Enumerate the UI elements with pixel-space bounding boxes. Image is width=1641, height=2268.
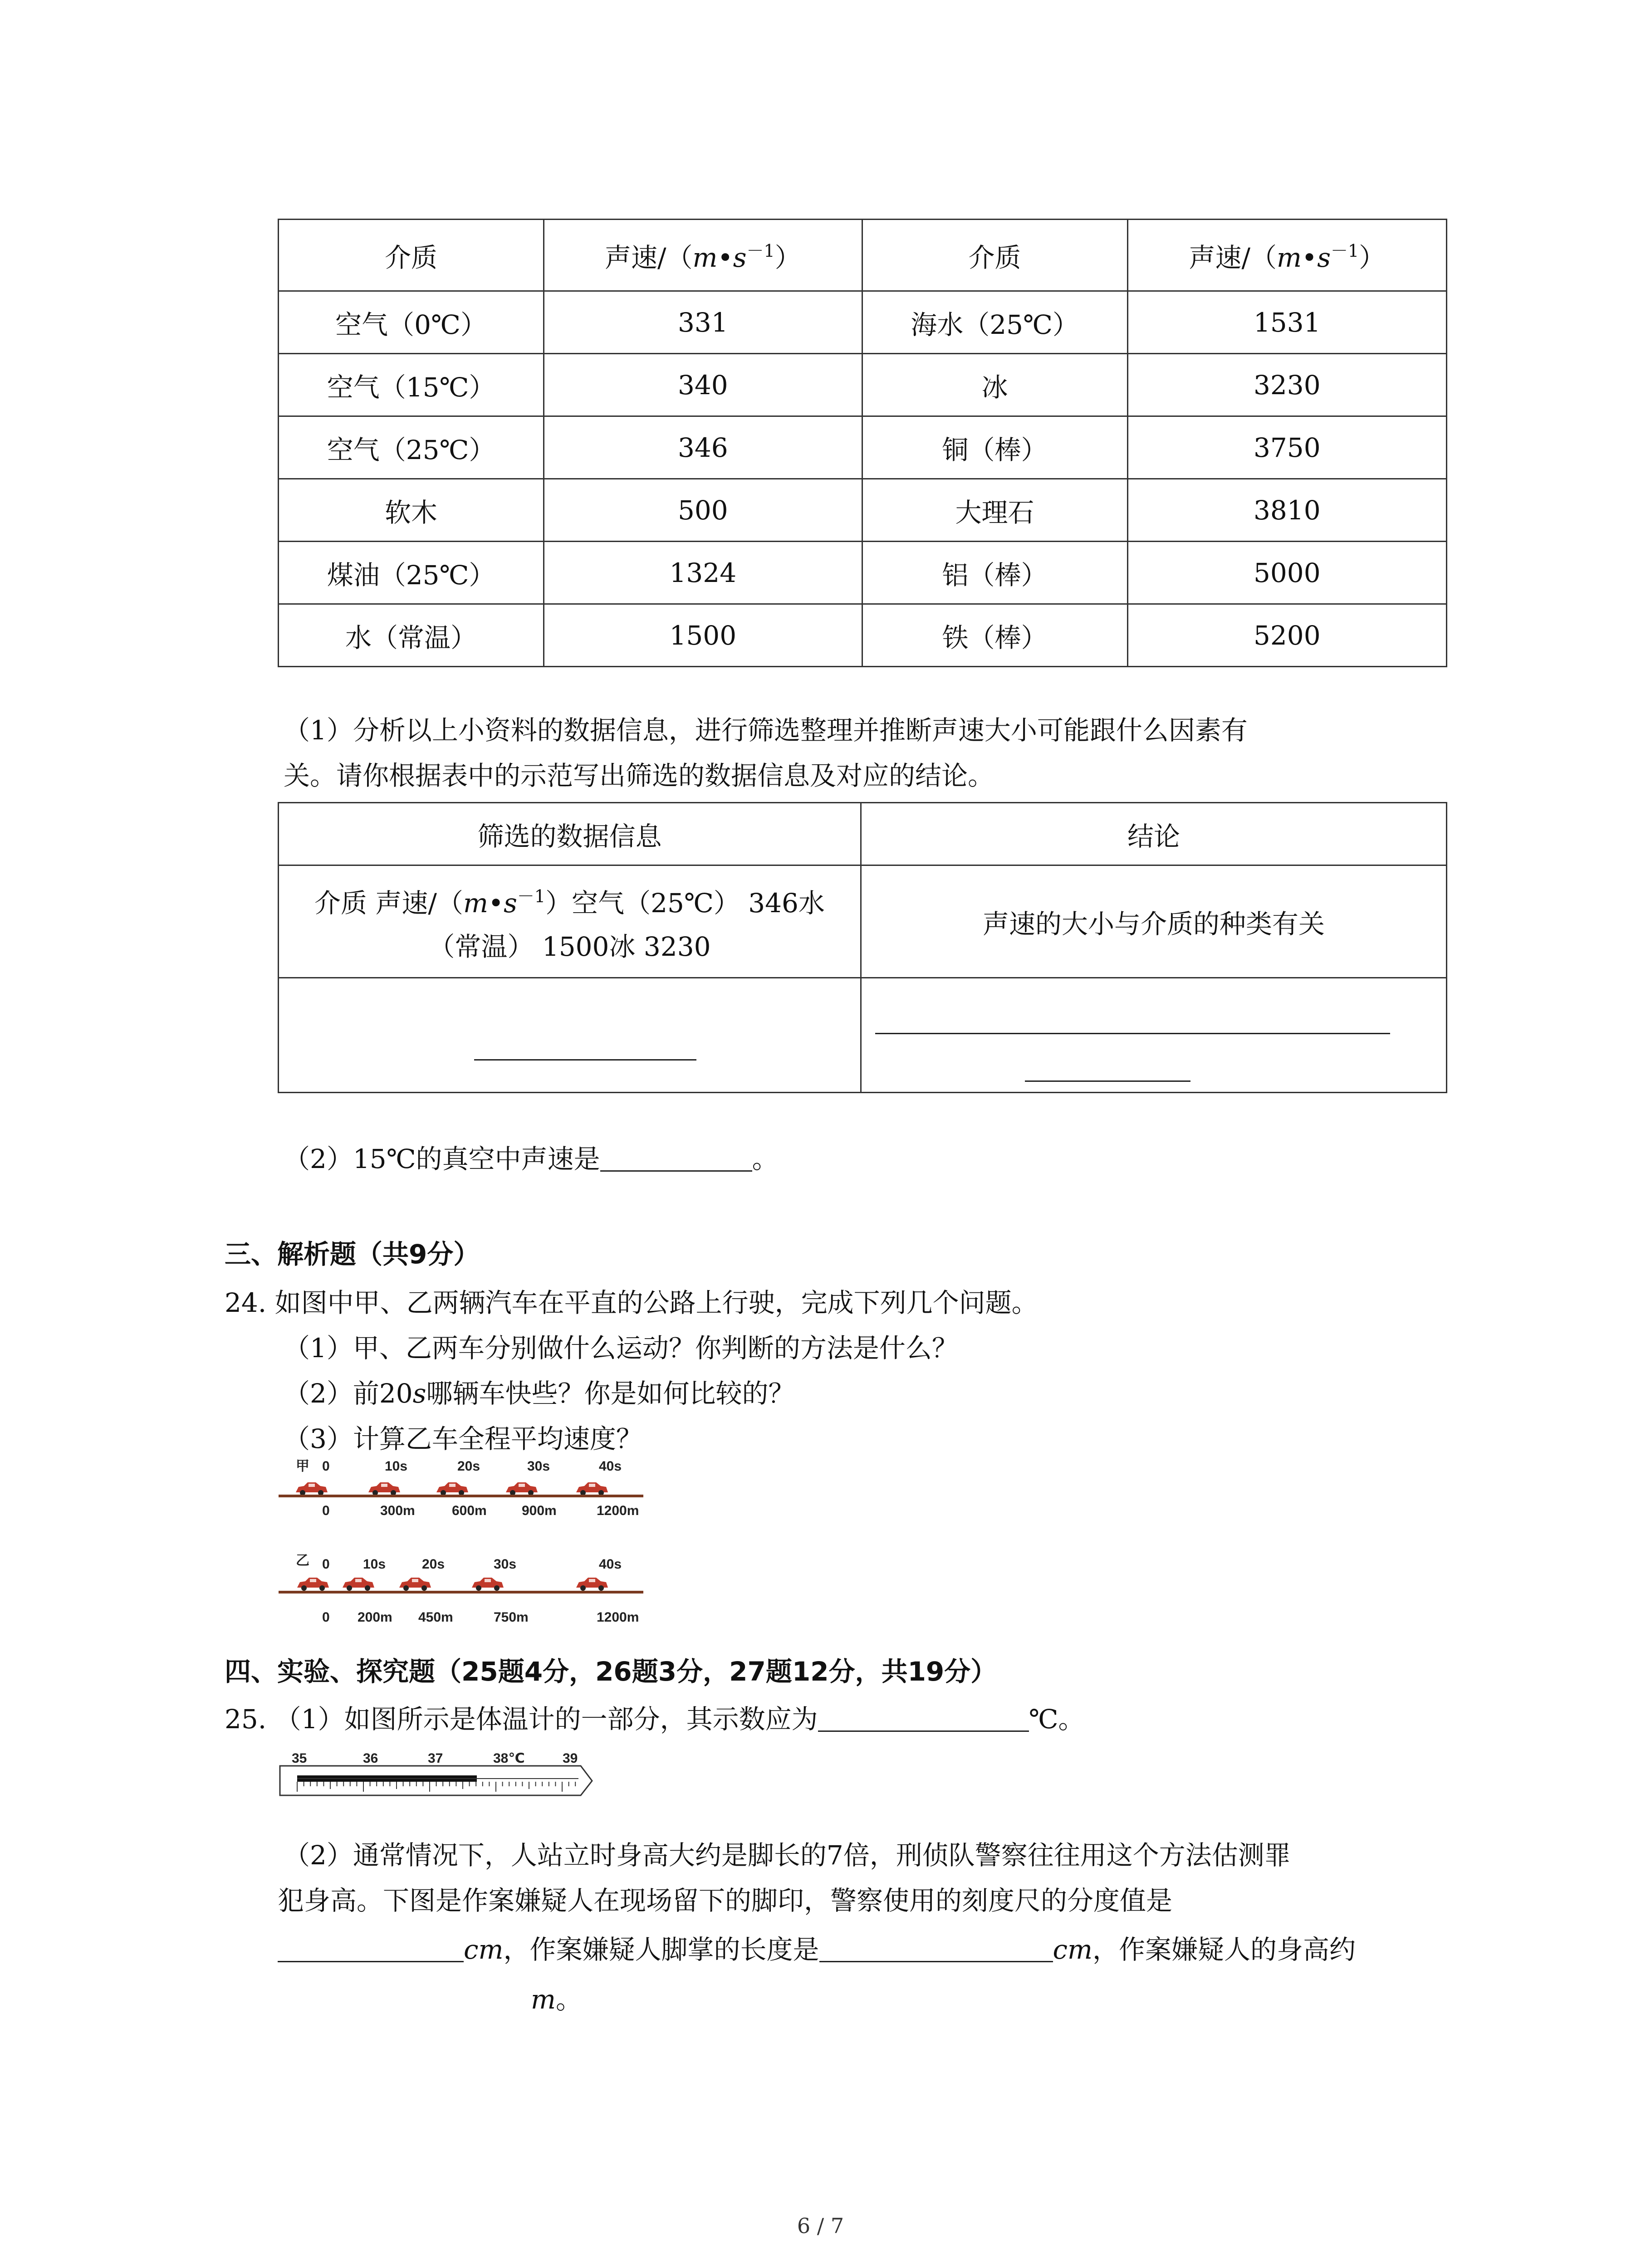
thermometer-label: 38℃ bbox=[493, 1751, 525, 1766]
table-row bbox=[279, 604, 1447, 667]
q24-part2: （2）前20s哪辆车快些？你是如何比较的？ bbox=[284, 1378, 795, 1409]
section-3-heading: 三、解析题（共9分） bbox=[225, 1239, 480, 1270]
car-a-icon bbox=[576, 1482, 608, 1496]
table-row bbox=[279, 354, 1447, 416]
car-b-distance: 1200m bbox=[597, 1610, 639, 1625]
table-cell: 冰 bbox=[862, 354, 1127, 416]
table-cell: 铜（棒） bbox=[862, 416, 1127, 479]
section-4-heading: 四、实验、探究题（25题4分，26题3分，27题12分，共19分） bbox=[225, 1656, 997, 1687]
table-cell: 1324 bbox=[544, 542, 862, 604]
table-cell: 3230 bbox=[1127, 354, 1446, 416]
car-b-icon bbox=[399, 1578, 431, 1591]
car-a-time: 30s bbox=[527, 1459, 550, 1474]
q23-part2: （2）15℃的真空中声速是 。 bbox=[284, 1144, 779, 1174]
car-a-icon bbox=[436, 1482, 468, 1496]
car-a-distance: 300m bbox=[380, 1503, 415, 1518]
car-b-distance: 0 bbox=[322, 1610, 330, 1625]
car-a-icon bbox=[506, 1482, 538, 1496]
table-row bbox=[279, 416, 1447, 479]
car-b-distance: 200m bbox=[358, 1610, 392, 1625]
car-a-distance-labels bbox=[322, 1503, 639, 1518]
q25-part2-line1: （2）通常情况下，人站立时身高大约是脚长的7倍，刑侦队警察往往用这个方法估测罪 bbox=[284, 1840, 1291, 1871]
q23-part1-line1: （1）分析以上小资料的数据信息，进行筛选整理并推断声速大小可能跟什么因素有 bbox=[284, 715, 1248, 746]
q25-part2-line3: cm，作案嫌疑人脚掌的长度是 cm，作案嫌疑人的身高约 bbox=[278, 1927, 1356, 1972]
answer-blank-foot-length[interactable] bbox=[819, 1934, 1053, 1962]
q24-part1: （1）甲、乙两车分别做什么运动？你判断的方法是什么？ bbox=[284, 1333, 958, 1364]
answer-blank-vacuum-speed[interactable] bbox=[600, 1143, 752, 1172]
filter-answer-conclusion-cell bbox=[861, 978, 1446, 1093]
table-cell: 水（常温） bbox=[279, 604, 544, 667]
table-cell: 5200 bbox=[1127, 604, 1446, 667]
table-cell: 5000 bbox=[1127, 542, 1446, 604]
q25-part1: 25. （1）如图所示是体温计的一部分，其示数应为 ℃。 bbox=[225, 1704, 1085, 1735]
car-b-label: 乙 bbox=[296, 1553, 309, 1568]
filter-data-table bbox=[278, 802, 1447, 1093]
car-b-time-labels bbox=[322, 1557, 622, 1572]
filter-header-data: 筛选的数据信息 bbox=[279, 803, 861, 865]
car-a-distance: 0 bbox=[322, 1503, 330, 1518]
q25-part2-line4: m。 bbox=[531, 1984, 583, 2015]
table-cell: 1531 bbox=[1127, 291, 1446, 354]
filter-example-row bbox=[279, 865, 1447, 978]
table-cell: 3750 bbox=[1127, 416, 1446, 479]
car-b-icon bbox=[472, 1578, 504, 1591]
car-b-time: 30s bbox=[494, 1557, 517, 1572]
answer-blank-division[interactable] bbox=[278, 1934, 464, 1962]
car-a-time: 20s bbox=[457, 1459, 480, 1474]
car-b-time: 40s bbox=[599, 1557, 622, 1572]
answer-blank-conclusion-1[interactable] bbox=[875, 1033, 1390, 1034]
car-a-distance: 1200m bbox=[597, 1503, 639, 1518]
header-speed-2: 声速$/(m•s^{-1})$ bbox=[1127, 220, 1446, 291]
table-cell: 346 bbox=[544, 416, 862, 479]
q25-part2-line2: 犯身高。下图是作案嫌疑人在现场留下的脚印，警察使用的刻度尺的分度值是 bbox=[278, 1885, 1173, 1916]
answer-blank-conclusion-2[interactable] bbox=[1025, 1080, 1190, 1082]
table-cell: 海水（25℃） bbox=[862, 291, 1127, 354]
filter-example-data: 介质 声速$/(m•s^{-1})$空气（25℃） 346水 （常温） 1500冰 3230 bbox=[279, 865, 861, 978]
car-a-time: 40s bbox=[599, 1459, 622, 1474]
table-row bbox=[279, 542, 1447, 604]
table-cell: 铁（棒） bbox=[862, 604, 1127, 667]
table-cell: 331 bbox=[544, 291, 862, 354]
q23-part1-line2: 关。请你根据表中的示范写出筛选的数据信息及对应的结论。 bbox=[284, 760, 994, 791]
q24-stem: 24. 如图中甲、乙两辆汽车在平直的公路上行驶，完成下列几个问题。 bbox=[225, 1287, 1038, 1318]
car-b-distance: 750m bbox=[494, 1610, 529, 1625]
page-number: 6 / 7 bbox=[797, 2214, 844, 2238]
header-medium-2: 介质 bbox=[862, 220, 1127, 291]
car-a-time: 10s bbox=[385, 1459, 408, 1474]
filter-answer-data-cell bbox=[279, 978, 861, 1093]
car-b-time: 0 bbox=[322, 1557, 330, 1572]
filter-header-conclusion: 结论 bbox=[861, 803, 1446, 865]
thermometer-labels bbox=[292, 1751, 578, 1766]
car-b-icon bbox=[343, 1578, 374, 1591]
table-cell: 空气（15℃） bbox=[279, 354, 544, 416]
answer-blank-data[interactable] bbox=[474, 1059, 696, 1061]
table-cell: 340 bbox=[544, 354, 862, 416]
car-b-time: 10s bbox=[363, 1557, 386, 1572]
table-cell: 3810 bbox=[1127, 479, 1446, 542]
q24-part3: （3）计算乙车全程平均速度？ bbox=[284, 1423, 642, 1454]
car-b-time: 20s bbox=[422, 1557, 445, 1572]
car-a-time-labels bbox=[322, 1459, 622, 1474]
header-medium-1: 介质 bbox=[279, 220, 544, 291]
car-a-icon bbox=[368, 1482, 400, 1496]
table-cell: 500 bbox=[544, 479, 862, 542]
filter-answer-row bbox=[279, 978, 1447, 1093]
thermometer-figure bbox=[279, 1750, 597, 1804]
car-b-icon bbox=[576, 1578, 608, 1591]
car-b-icon bbox=[297, 1578, 329, 1591]
thermometer-label: 39 bbox=[563, 1751, 578, 1766]
car-b-distance-labels bbox=[322, 1610, 639, 1625]
header-speed-1: 声速$/(m•s^{-1})$ bbox=[544, 220, 862, 291]
filter-header-row bbox=[279, 803, 1447, 865]
car-a-icon bbox=[296, 1482, 328, 1496]
table-cell: 铝（棒） bbox=[862, 542, 1127, 604]
thermometer-label: 35 bbox=[292, 1751, 307, 1766]
speed-of-sound-table bbox=[278, 219, 1447, 667]
table-cell: 软木 bbox=[279, 479, 544, 542]
car-a-distance: 600m bbox=[452, 1503, 487, 1518]
table-cell: 大理石 bbox=[862, 479, 1127, 542]
car-a-label: 甲 bbox=[296, 1459, 309, 1474]
table-row bbox=[279, 479, 1447, 542]
table-cell: 煤油（25℃） bbox=[279, 542, 544, 604]
table-cell: 空气（0℃） bbox=[279, 291, 544, 354]
car-a-time: 0 bbox=[322, 1459, 330, 1474]
table-cell: 1500 bbox=[544, 604, 862, 667]
answer-blank-thermometer[interactable] bbox=[818, 1703, 1029, 1732]
car-b-distance: 450m bbox=[418, 1610, 453, 1625]
filter-example-conclusion: 声速的大小与介质的种类有关 bbox=[861, 865, 1446, 978]
table-cell: 空气（25℃） bbox=[279, 416, 544, 479]
table-header-row bbox=[279, 220, 1447, 291]
thermometer-label: 37 bbox=[428, 1751, 443, 1766]
car-motion-figure bbox=[272, 1456, 649, 1633]
thermometer-label: 36 bbox=[363, 1751, 378, 1766]
table-row bbox=[279, 291, 1447, 354]
car-a-distance: 900m bbox=[522, 1503, 557, 1518]
